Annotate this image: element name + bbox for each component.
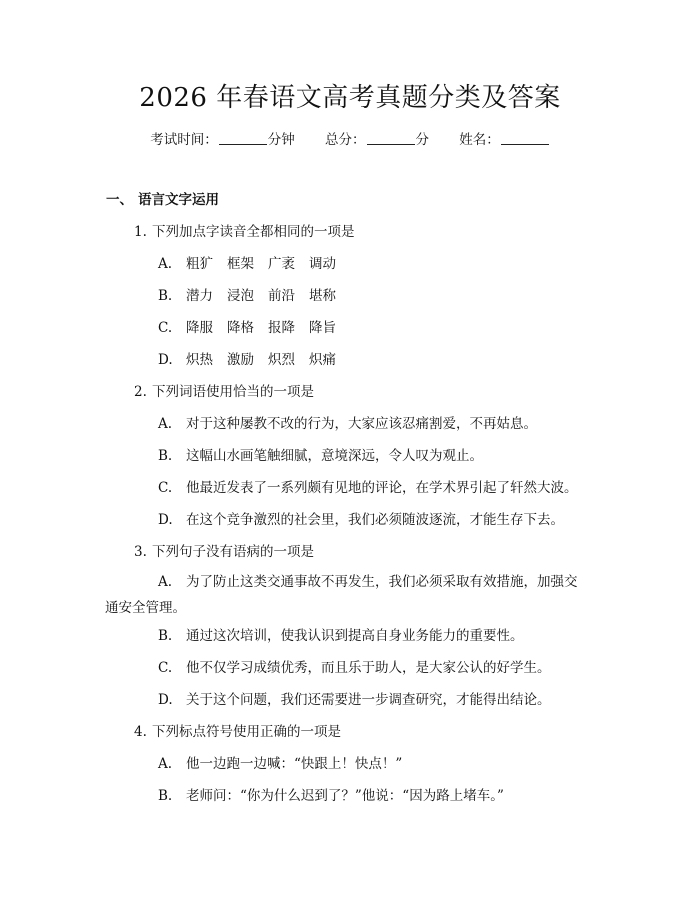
total-score-label: 总分：	[325, 132, 366, 148]
option-word: 粗犷	[186, 256, 213, 272]
question-text: 下列标点符号使用正确的一项是	[152, 724, 341, 740]
option-letter: B.	[158, 788, 173, 804]
option-letter: D.	[158, 352, 173, 368]
option-text: 他不仅学习成绩优秀，而且乐于助人，是大家公认的好学生。	[186, 660, 551, 676]
option-row	[158, 626, 524, 646]
option-word: 框架	[227, 256, 254, 272]
option-word: 报降	[268, 320, 295, 336]
option-word: 激励	[227, 352, 254, 368]
option-word: 潜力	[186, 288, 213, 304]
option-row	[105, 569, 585, 621]
option-text: 对于这种屡教不改的行为，大家应该忍痛割爱，不再姑息。	[186, 416, 537, 432]
option-row	[158, 510, 564, 530]
question-stem	[134, 542, 314, 562]
option-row	[158, 786, 504, 806]
section-number: 一、	[106, 192, 133, 208]
total-score-unit: 分	[415, 132, 429, 148]
option-word: 降格	[227, 320, 254, 336]
option-row	[158, 690, 551, 710]
option-row	[158, 414, 537, 434]
option-letter: D.	[158, 692, 173, 708]
option-letter: C.	[158, 320, 173, 336]
option-text: 他一边跑一边喊：“快跟上！快点！”	[186, 756, 403, 772]
section-title: 语言文字运用	[138, 192, 219, 208]
option-text: 他最近发表了一系列颇有见地的评论，在学术界引起了轩然大波。	[186, 480, 578, 496]
option-word: 炽痛	[309, 352, 336, 368]
page-title: 2026 年春语文高考真题分类及答案	[139, 83, 561, 113]
question-number: 4.	[134, 724, 147, 740]
option-letter: B.	[158, 628, 173, 644]
option-text: 为了防止这类交通事故不再发生，我们必须采取有效措施，加强交通安全管理。	[105, 574, 578, 616]
question-text: 下列加点字读音全都相同的一项是	[152, 224, 355, 240]
name-field	[459, 130, 550, 150]
option-row	[158, 478, 578, 498]
option-word: 炽烈	[268, 352, 295, 368]
exam-time-blank[interactable]	[219, 130, 267, 145]
option-text: 通过这次培训，使我认识到提高自身业务能力的重要性。	[186, 628, 524, 644]
question-number: 2.	[134, 384, 147, 400]
option-letter: A.	[158, 574, 173, 590]
question-text: 下列句子没有语病的一项是	[152, 544, 314, 560]
option-letter: D.	[158, 512, 173, 528]
option-word: 炽热	[186, 352, 213, 368]
option-letter: A.	[158, 256, 173, 272]
option-letter: C.	[158, 660, 173, 676]
option-text: 这幅山水画笔触细腻，意境深远，令人叹为观止。	[186, 448, 483, 464]
question-stem	[134, 722, 341, 742]
name-blank[interactable]	[501, 130, 549, 145]
exam-time-label: 考试时间：	[150, 132, 218, 148]
name-label: 姓名：	[459, 132, 500, 148]
option-word: 前沿	[268, 288, 295, 304]
exam-time-unit: 分钟	[267, 132, 295, 148]
exam-time-field	[150, 130, 295, 150]
section-heading	[106, 190, 219, 210]
question-number: 1.	[134, 224, 147, 240]
option-row	[158, 318, 350, 338]
option-row	[158, 254, 350, 274]
option-letter: B.	[158, 288, 173, 304]
option-word: 浸泡	[227, 288, 254, 304]
option-word: 广袤	[268, 256, 295, 272]
option-text: 关于这个问题，我们还需要进一步调查研究，才能得出结论。	[186, 692, 551, 708]
option-word: 降旨	[309, 320, 336, 336]
option-text: 在这个竞争激烈的社会里，我们必须随波逐流，才能生存下去。	[186, 512, 564, 528]
question-number: 3.	[134, 544, 147, 560]
total-score-blank[interactable]	[367, 130, 415, 145]
option-row	[158, 446, 483, 466]
option-row	[158, 658, 551, 678]
option-letter: B.	[158, 448, 173, 464]
option-letter: C.	[158, 480, 173, 496]
option-word: 调动	[309, 256, 336, 272]
option-word: 堪称	[309, 288, 336, 304]
option-row	[158, 754, 402, 774]
question-stem	[134, 382, 314, 402]
option-letter: A.	[158, 416, 173, 432]
option-row	[158, 350, 350, 370]
option-letter: A.	[158, 756, 173, 772]
question-text: 下列词语使用恰当的一项是	[152, 384, 314, 400]
exam-info-line	[0, 130, 700, 150]
question-stem	[134, 222, 355, 242]
option-word: 降服	[186, 320, 213, 336]
option-text: 老师问：“你为什么迟到了？”他说：“因为路上堵车。”	[186, 788, 504, 804]
total-score-field	[325, 130, 429, 150]
option-row	[158, 286, 350, 306]
